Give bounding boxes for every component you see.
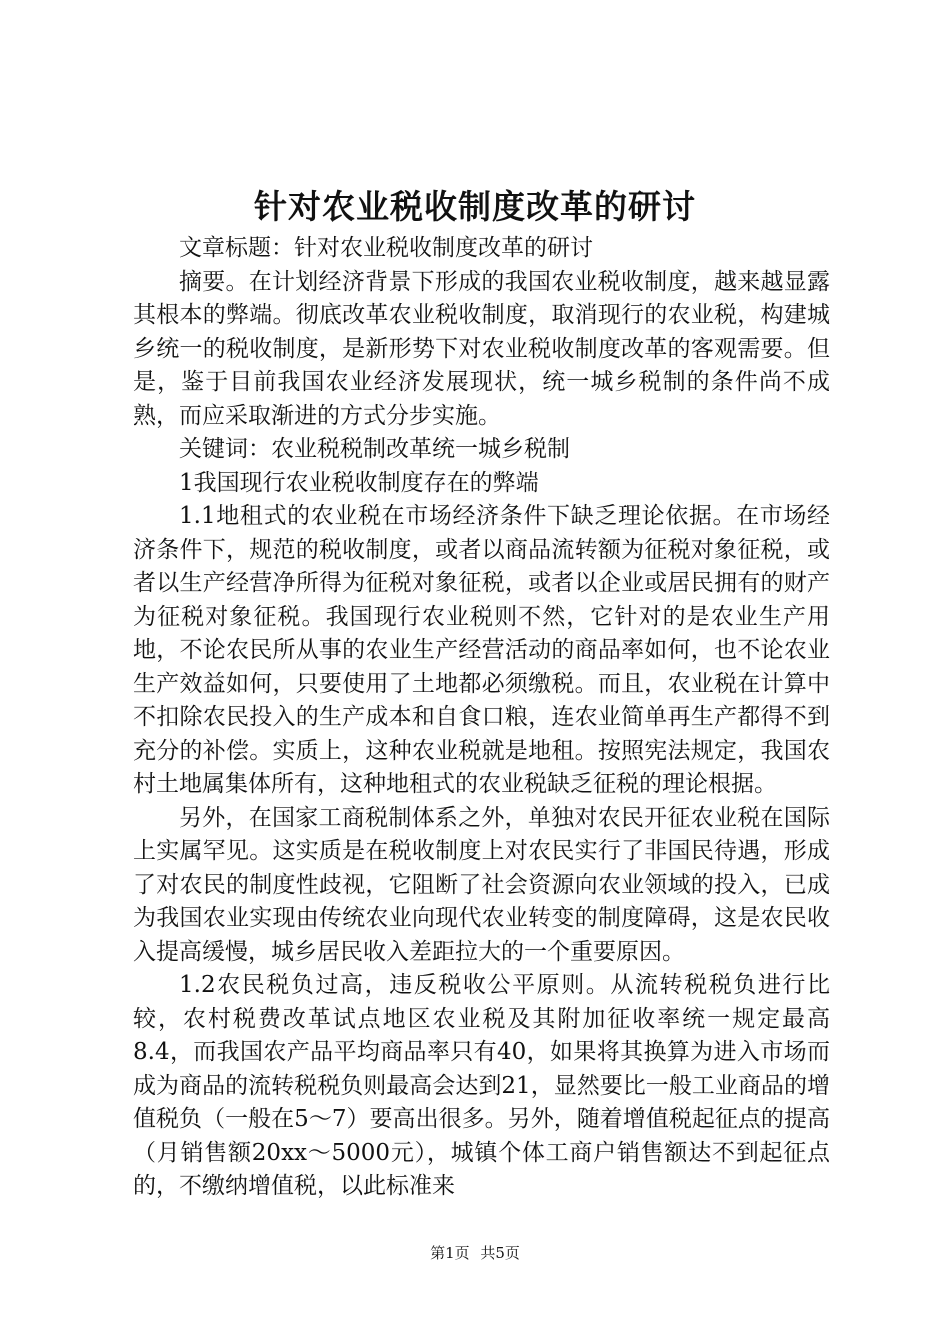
article-title-line: 文章标题：针对农业税收制度改革的研讨 <box>179 235 593 261</box>
document-title: 针对农业税收制度改革的研讨 <box>254 187 696 226</box>
section-heading: 1我国现行农业税收制度存在的弊端 <box>179 469 539 496</box>
page-total: 共5页 <box>480 1244 520 1262</box>
abstract-paragraph: 摘要。在计划经济背景下形成的我国农业税收制度，越来越显露其根本的弊端。彻底改革农业税收制度，取消现行的农业税，构建城乡统一的税收制度，是新形势下对农业税收制度改革的客观需要。但是，鉴于目前我国农业经济发展现状，统一城乡税制的条件尚不成熟，而应采取渐进的方式分步实施。 <box>133 268 830 429</box>
page-number: 第1页 <box>430 1244 470 1262</box>
document-body <box>133 232 830 1204</box>
body-paragraph: 1.1地租式的农业税在市场经济条件下缺乏理论依据。在市场经济条件下，规范的税收制度，或者以商品流转额为征税对象征税，或者以生产经营净所得为征税对象征税，或者以企业或居民拥有的财产为征税对象征税。我国现行农业税则不然，它针对的是农业生产用地，不论农民所从事的农业生产经营活动的商品率如何，也不论农业生产效益如何，只要使用了土地都必须缴税。而且，农业税在计算中不扣除农民投入的生产成本和自食口粮，连农业简单再生产都得不到充分的补偿。实质上，这种农业税就是地租。按照宪法规定，我国农村土地属集体所有，这种地租式的农业税缺乏征税的理论根据。 <box>133 503 830 797</box>
page-footer <box>0 1242 950 1264</box>
keywords-line: 关键词：农业税税制改革统一城乡税制 <box>179 436 570 462</box>
body-paragraph: 1.2农民税负过高，违反税收公平原则。从流转税税负进行比较，农村税费改革试点地区农业税及其附加征收率统一规定最高8.4，而我国农产品平均商品率只有40，如果将其换算为进入市场而成为商品的流转税税负则最高会达到21，显然要比一般工业商品的增值税负（一般在5～7）要高出很多。另外，随着增值税起征点的提高（月销售额20xx～5000元），城镇个体工商户销售额达不到起征点的，不缴纳增值税，以此标准来 <box>133 972 830 1199</box>
body-paragraph: 另外，在国家工商税制体系之外，单独对农民开征农业税在国际上实属罕见。这实质是在税收制度上对农民实行了非国民待遇，形成了对农民的制度性歧视，它阻断了社会资源向农业领域的投入，已成为我国农业实现由传统农业向现代农业转变的制度障碍，这是农民收入提高缓慢，城乡居民收入差距拉大的一个重要原因。 <box>133 804 830 965</box>
